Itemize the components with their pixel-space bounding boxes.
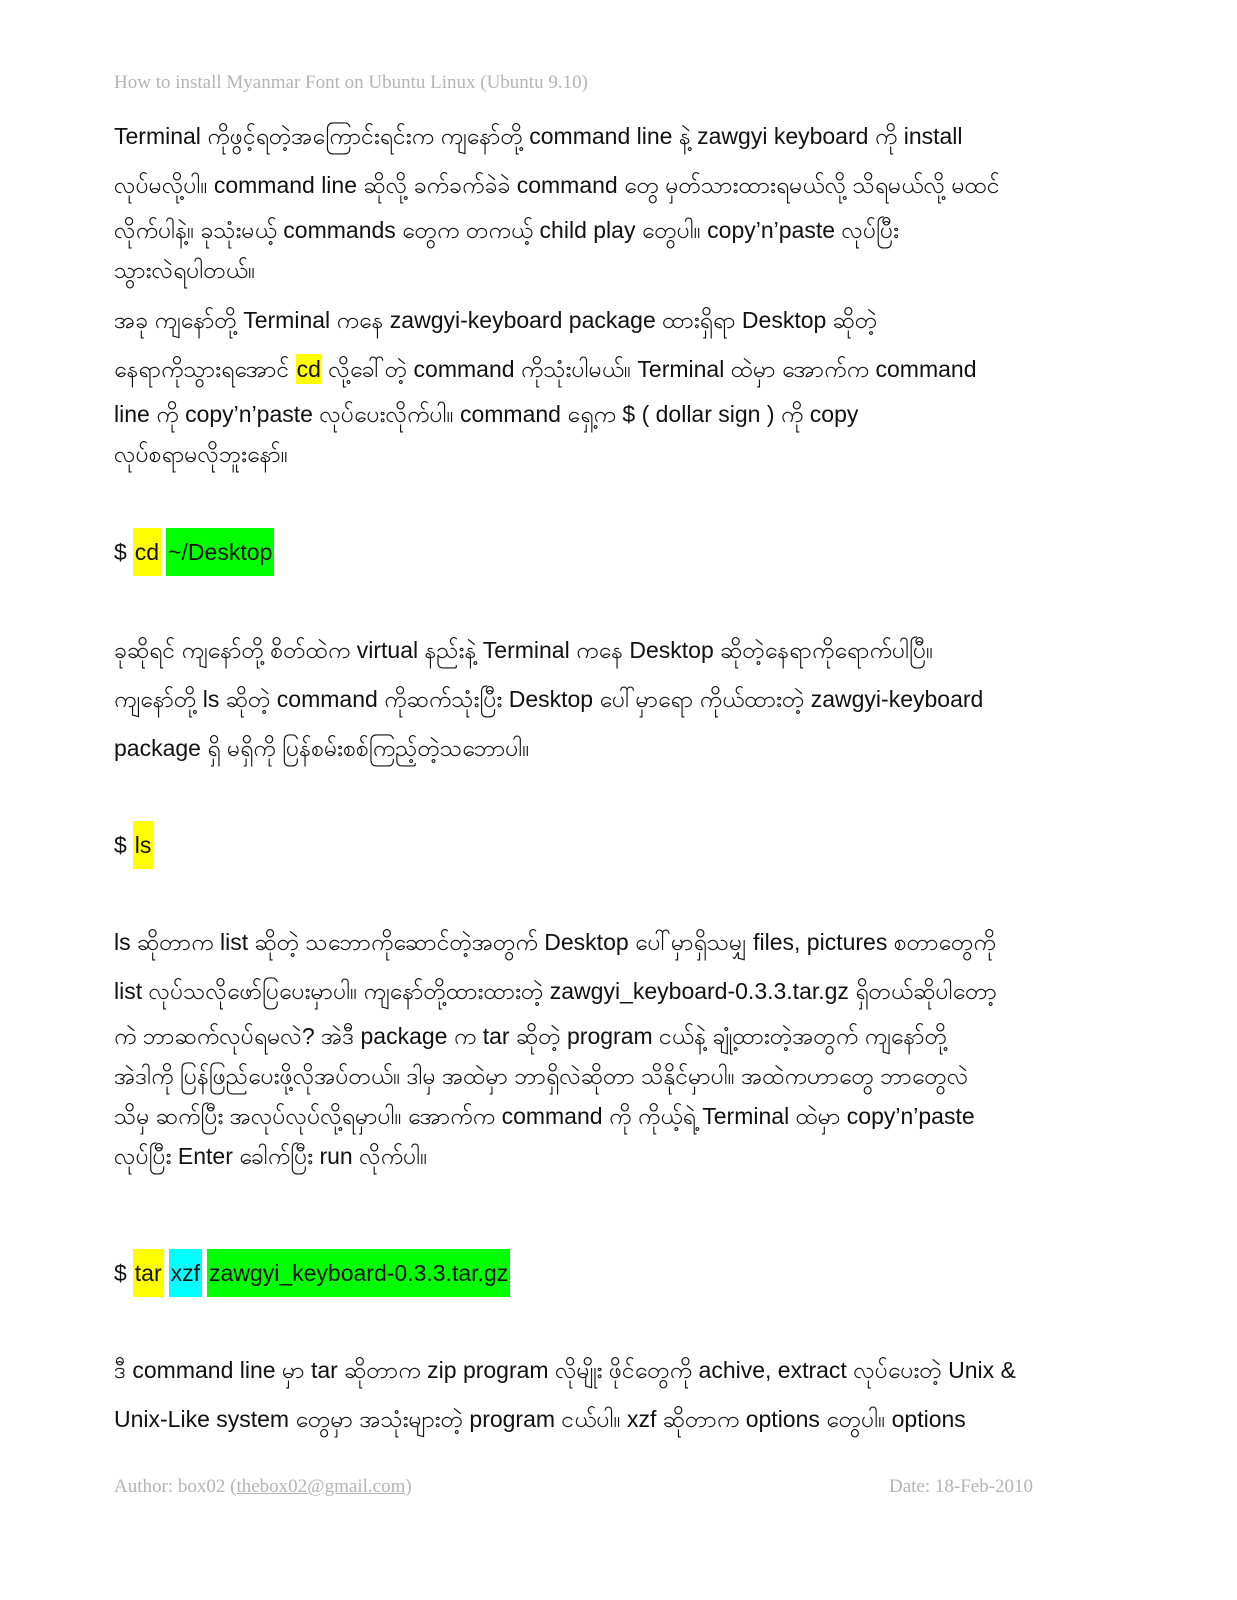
paragraph-tar-explain bbox=[114, 1346, 1114, 1444]
paragraph-cd-intro bbox=[114, 296, 1114, 474]
paragraph-line: Terminal ကိုဖွင့်ရတဲ့အကြောင်းရင်းက ကျနော်တို့ command line နဲ့ zawgyi keyboard ကို install bbox=[114, 123, 963, 149]
command-options: xzf bbox=[169, 1249, 202, 1297]
paragraph-line: list လုပ်သလိုဖော်ပြပေးမှာပါ။ ကျနော်တို့ထားထားတဲ့ zawgyi_keyboard-0.3.3.tar.gz ရှိတယ်ဆိုပါတော့ bbox=[114, 978, 997, 1004]
paragraph-intro bbox=[114, 112, 1114, 290]
command-prompt: $ bbox=[114, 538, 127, 565]
inline-command-highlight: cd bbox=[296, 356, 321, 382]
paragraph-line: Unix-Like system တွေမှာ အသုံးများတဲ့ program ငယ်ပါ။ xzf ဆိုတာက options တွေပါ။ options bbox=[114, 1406, 966, 1432]
command-cd bbox=[114, 528, 274, 576]
command-ls bbox=[114, 821, 153, 869]
paragraph-line: ကျနော်တို့ ls ဆိုတဲ့ command ကိုဆက်သုံးပြီး Desktop ပေါ်မှာရော ကိုယ်ထားတဲ့ zawgyi-keyboard bbox=[114, 686, 984, 712]
paragraph-line: အဲဒါကို ပြန်ဖြည်ပေးဖို့လိုအပ်တယ်။ ဒါမှ အထဲမှာ ဘာရှိလဲဆိုတာ သိနိုင်မှာပါ။ အထဲကဟာတွေ ဘာတွေလဲ bbox=[114, 1063, 969, 1089]
command-tar bbox=[114, 1249, 510, 1297]
command-argument: ~/Desktop bbox=[166, 528, 274, 576]
text-segment: နေရာကိုသွားရအောင် bbox=[114, 356, 296, 382]
command-argument: zawgyi_keyboard-0.3.3.tar.gz bbox=[207, 1249, 510, 1297]
paragraph-line: ကဲ ဘာဆက်လုပ်ရမလဲ? အဲဒီ package က tar ဆိုတဲ့ program ငယ်နဲ့ ချုံ့ထားတဲ့အတွက် ကျနော်တို့ bbox=[114, 1023, 948, 1049]
paragraph-line: ဒီ command line မှာ tar ဆိုတာက zip program လိုမျိုး ဖိုင်တွေကို achive, extract လုပ်ပေးတဲ့ Unix & bbox=[114, 1357, 1016, 1383]
author-label: Author: box02 ( bbox=[114, 1476, 237, 1497]
author-suffix: ) bbox=[405, 1476, 412, 1497]
paragraph-line: လိုက်ပါနဲ့။ ခုသုံးမယ့် commands တွေက တကယ့် child play တွေပါ။ copy’n’paste လုပ်ပြီး bbox=[114, 217, 899, 243]
command-name: ls bbox=[133, 821, 154, 869]
paragraph-line: လုပ်ပြီး Enter ခေါက်ပြီး run လိုက်ပါ။ bbox=[114, 1143, 428, 1169]
paragraph-line: line ကို copy’n’paste လုပ်ပေးလိုက်ပါ။ command ရှေ့က $ ( dollar sign ) ကို copy bbox=[114, 401, 859, 427]
command-name: cd bbox=[133, 528, 161, 576]
paragraph-ls-intro bbox=[114, 626, 1114, 773]
paragraph-line: ls ဆိုတာက list ဆိုတဲ့ သဘောကိုဆောင်တဲ့အတွက် Desktop ပေါ်မှာရှိသမျှ files, pictures စတာတွေကို bbox=[114, 929, 996, 955]
text-segment: လို့ခေါ်တဲ့ command ကိုသုံးပါမယ်။ Terminal ထဲမှာ အောက်က command bbox=[321, 356, 977, 382]
paragraph-line: အခု ကျနော်တို့ Terminal ကနေ zawgyi-keyboard package ထားရှိရာ Desktop ဆိုတဲ့ bbox=[114, 307, 878, 333]
author-email-link[interactable]: thebox02@gmail.com bbox=[236, 1476, 406, 1497]
command-prompt: $ bbox=[114, 831, 127, 858]
paragraph-line-with-highlight bbox=[114, 345, 1114, 394]
paragraph-line: သိမှ ဆက်ပြီး အလုပ်လုပ်လို့ရမှာပါ။ အောက်က command ကို ကိုယ့်ရဲ့ Terminal ထဲမှာ copy’n’paste bbox=[114, 1103, 975, 1129]
paragraph-line: package ရှိ မရှိကို ပြန်စမ်းစစ်ကြည့်တဲ့သဘောပါ။ bbox=[114, 735, 530, 761]
command-prompt: $ bbox=[114, 1259, 127, 1286]
paragraph-line: ခုဆိုရင် ကျနော်တို့ စိတ်ထဲက virtual နည်းနဲ့ Terminal ကနေ Desktop ဆိုတဲ့နေရာကိုရောက်ပါပြီ။ bbox=[114, 637, 934, 663]
paragraph-line: လုပ်စရာမလိုဘူးနော်။ bbox=[114, 441, 288, 467]
paragraph-line: သွားလဲရပါတယ်။ bbox=[114, 257, 256, 283]
paragraph-tar-intro bbox=[114, 918, 1114, 1176]
footer-author bbox=[114, 1476, 412, 1498]
paragraph-line: လုပ်မလို့ပါ။ command line ဆိုလို့ ခက်ခက်ခဲခဲ command တွေ မှတ်သားထားရမယ်လို့ သိရမယ်လို့ မထင် bbox=[114, 172, 1000, 198]
page-header: How to install Myanmar Font on Ubuntu Linux (Ubuntu 9.10) bbox=[114, 72, 588, 93]
command-name: tar bbox=[133, 1249, 164, 1297]
footer-date: Date: 18-Feb-2010 bbox=[889, 1476, 1034, 1497]
